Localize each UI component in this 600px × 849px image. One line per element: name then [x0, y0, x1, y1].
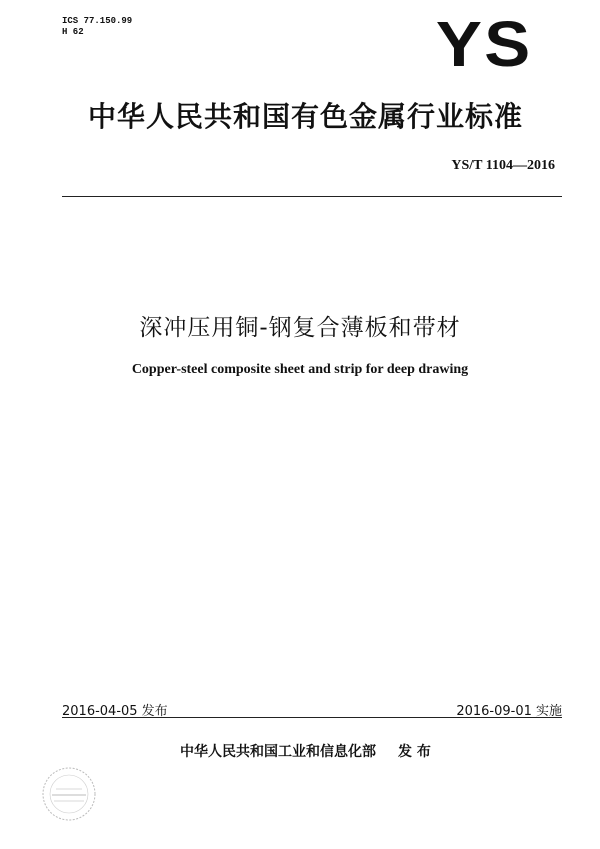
effective-date: 2016-09-01 实施 [456, 704, 562, 719]
issuer-action: 发 布 [398, 744, 431, 760]
standard-number: YS/T 1104—2016 [451, 158, 555, 173]
document-title-en: Copper-steel composite sheet and strip for deep drawing [131, 362, 469, 377]
ccs-code: H 62 [62, 27, 84, 37]
document-title-cn: 深冲压用铜-钢复合薄板和带材 [139, 315, 461, 341]
ys-logo: YS [435, 8, 532, 80]
ics-code: ICS 77.150.99 [62, 16, 133, 26]
issue-date: 2016-04-05 发布 [62, 704, 168, 719]
issuer-line [180, 741, 431, 761]
issuer-name: 中华人民共和国工业和信息化部 [180, 744, 376, 760]
classification-codes [62, 16, 132, 38]
standard-title: 中华人民共和国有色金属行业标准 [88, 100, 524, 133]
stamp-seal-icon [40, 765, 98, 823]
bottom-divider [62, 717, 562, 718]
top-divider [62, 196, 562, 197]
